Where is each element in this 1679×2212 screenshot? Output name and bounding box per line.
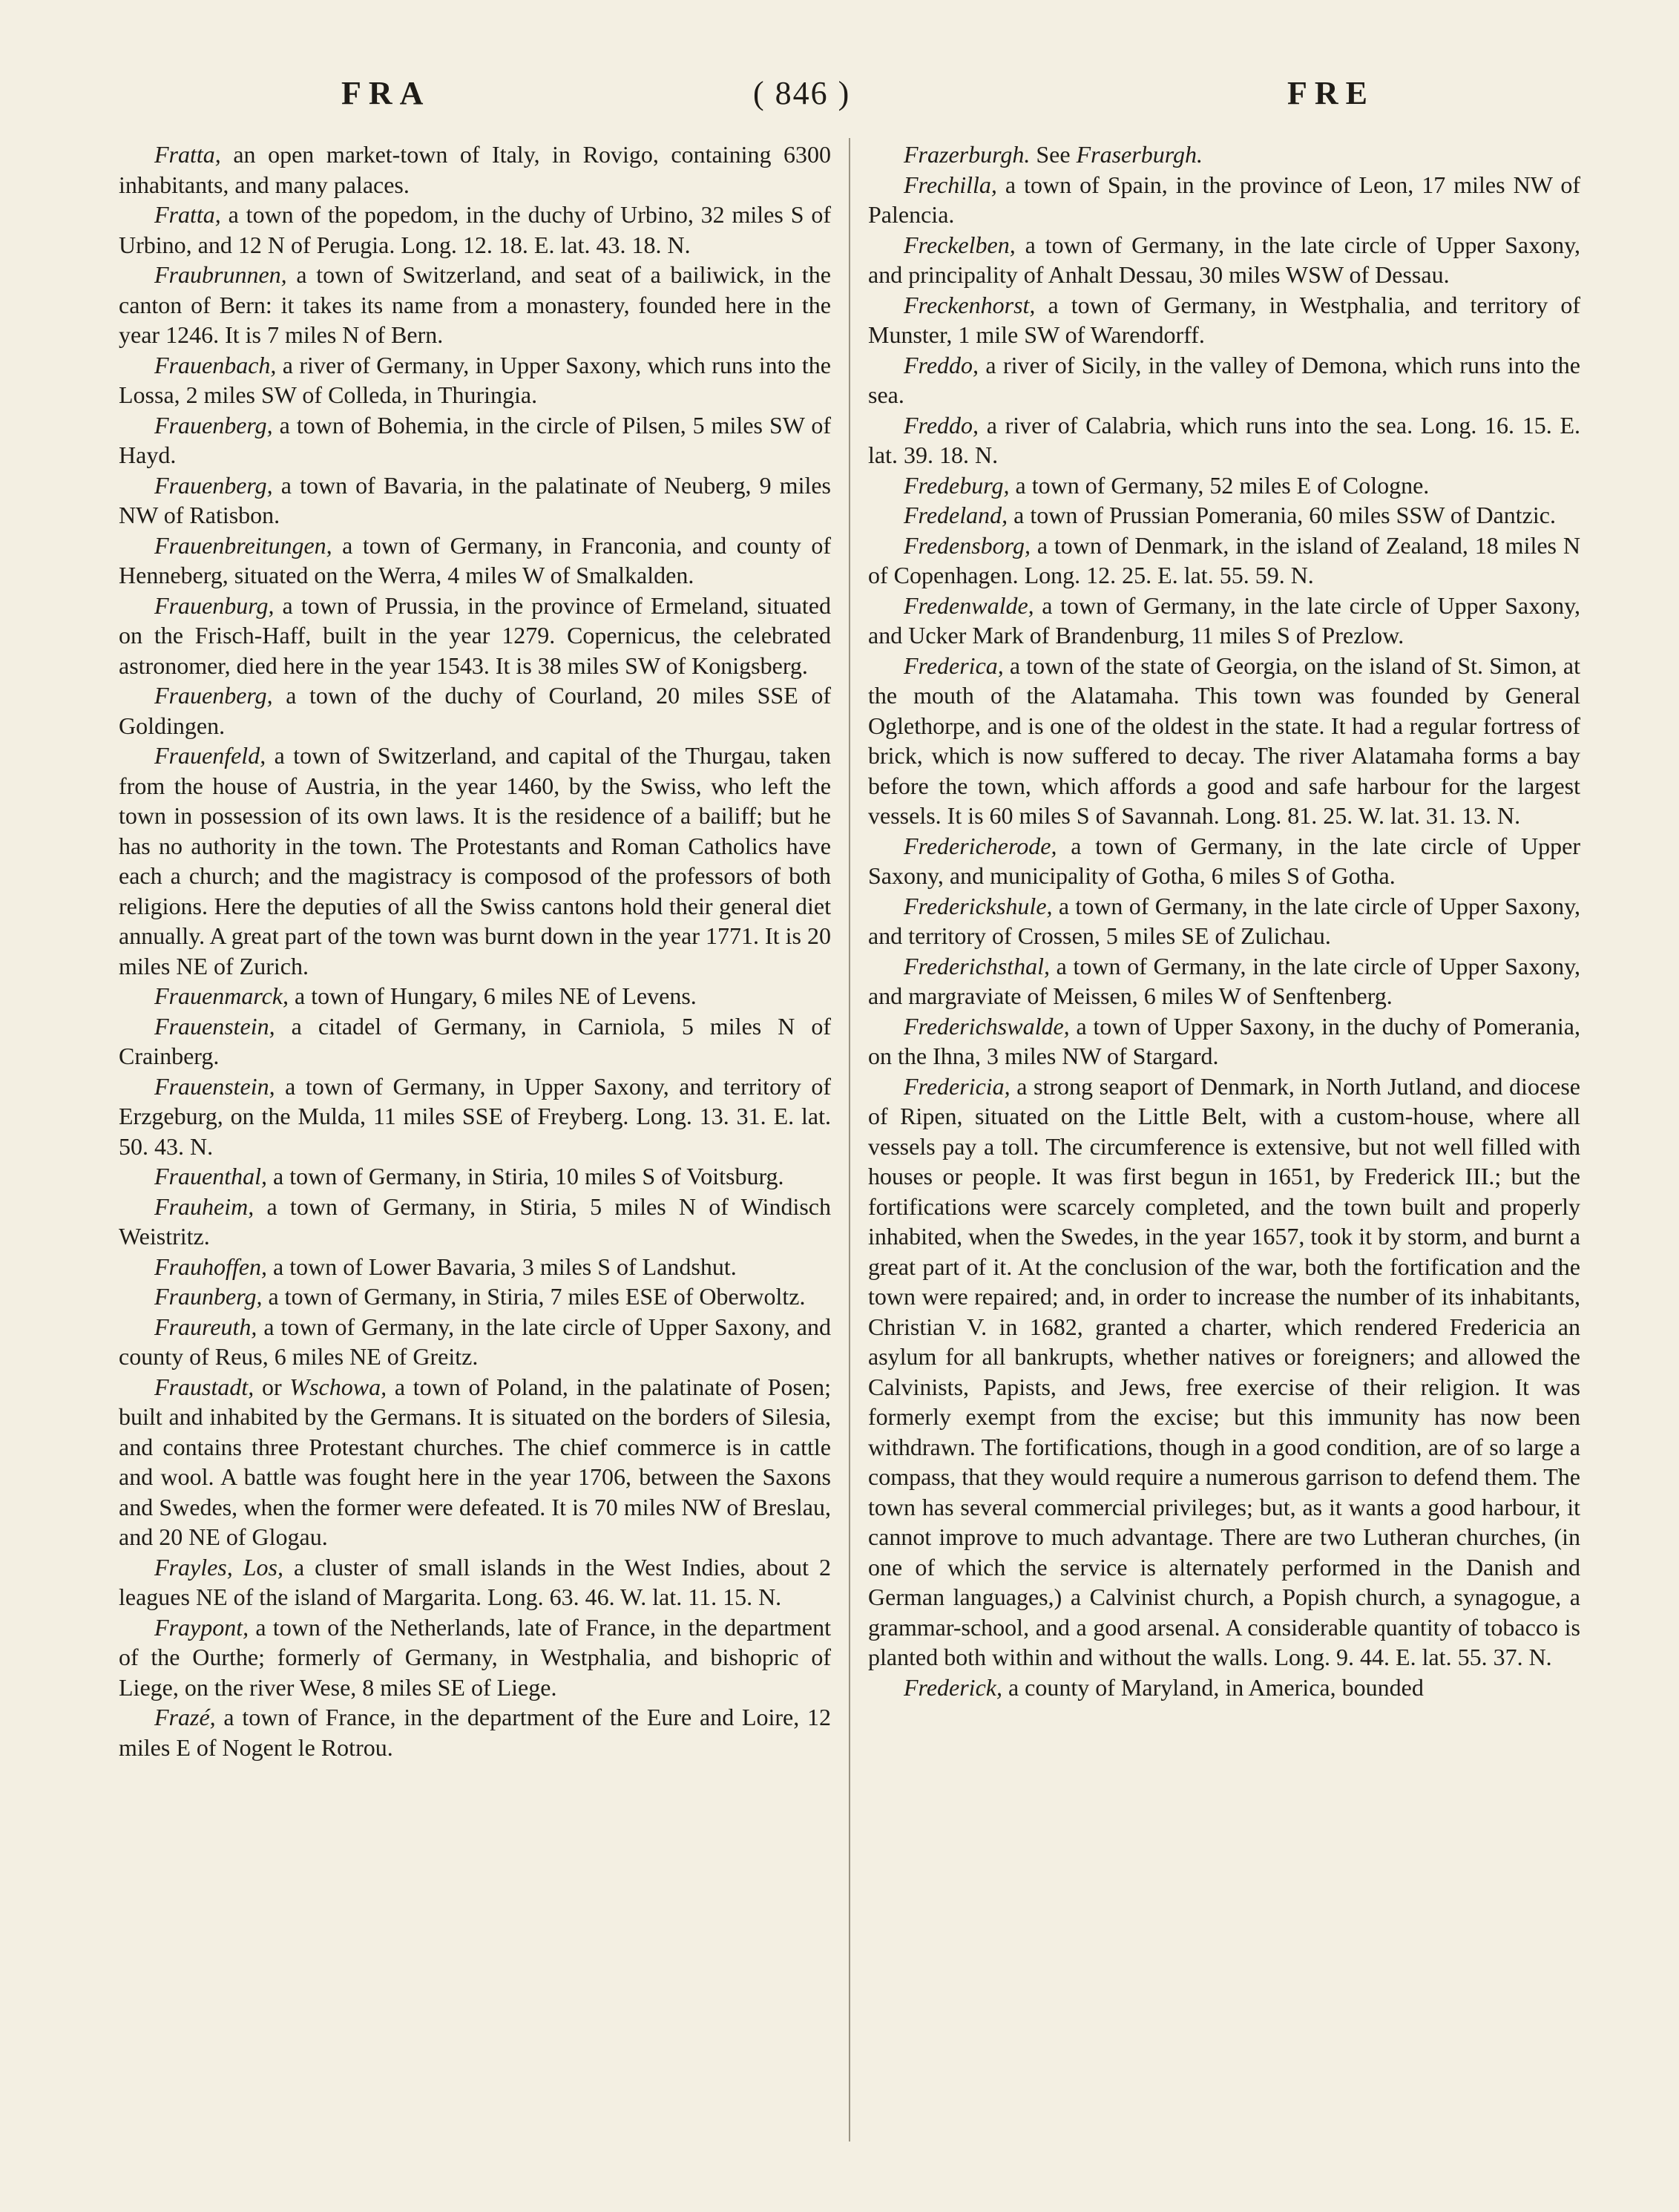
entry-headword: Frauhoffen, xyxy=(154,1253,267,1280)
entry xyxy=(119,531,831,591)
entry-headword: Frauenmarck, xyxy=(154,982,289,1009)
entry-text: a strong seaport of Denmark, in North Jutland, and diocese of Ripen, situated on the Little Belt, with a custom-house, where all vessels pay a toll. The circumference is extensive, but not well filled with houses or people. It was first begun in 1651, by Frederick III.; but the fortifications were scarcely completed, and the town built and properly inhabited, when the Swedes, in the year 1657, took it by storm, and burnt a great part of it. At the conclusion of the war, both the fortification and the town were repaired; and, in order to increase the number of its inhabitants, Christian V. in 1682, granted a charter, which rendered Fredericia an asylum for all bankrupts, whether natives or foreigners; and allowed the Calvinists, Papists, and Jews, free exercise of their religion. It was formerly exempt from the excise; but this immunity has now been withdrawn. The fortifications, though in a good condition, are of so large a compass, that they would require a numerous garrison to defend them. The town has several commercial privileges; but, as it wants a good harbour, it cannot improve to much advantage. There are two Lutheran churches, (in one of which the service is alternately performed in the Danish and German languages,) a Calvinist church, a Popish church, a synagogue, a grammar-school, and a good arsenal. A considerable quantity of tobacco is planted both within and without the walls. Long. 9. 44. E. lat. 55. 37. N. xyxy=(868,1072,1580,1670)
entry-text: a town of the duchy of Courland, 20 miles SSE of Goldingen. xyxy=(119,682,831,739)
entry-text: a river of Germany, in Upper Saxony, which runs into the Lossa, 2 miles SW of Colleda, in Thuringia. xyxy=(119,351,831,408)
entry-text: a town of Bavaria, in the palatinate of Neuberg, 9 miles NW of Ratisbon. xyxy=(119,471,831,528)
entry-headword: Fredenwalde, xyxy=(904,591,1034,619)
entry-text: an open market-town of Italy, in Rovigo, containing 6300 inhabitants, and many palaces. xyxy=(119,141,831,198)
entry xyxy=(868,500,1580,531)
entry-text: a town of Upper Saxony, in the duchy of Pomerania, on the Ihna, 3 miles NW of Stargard. xyxy=(868,1012,1580,1069)
entry-text: a town of Germany, in Stiria, 7 miles ESE of Oberwoltz. xyxy=(262,1283,806,1310)
entry xyxy=(868,140,1580,170)
header-right-guide-word: FRE xyxy=(1287,75,1375,111)
entry xyxy=(119,1552,831,1612)
entry xyxy=(119,350,831,410)
entry-text: a town of Lower Bavaria, 3 miles S of Landshut. xyxy=(266,1253,737,1280)
entry-connector: See xyxy=(1030,141,1077,168)
entry-text: a town of Spain, in the province of Leon, 17 miles NW of Palencia. xyxy=(868,171,1580,228)
entry-text: a cluster of small islands in the West Indies, about 2 leagues NE of the island of Margarita. Long. 63. 46. W. lat. 11. 15. N. xyxy=(119,1553,832,1610)
entry-headword: Frauenbreitungen, xyxy=(154,531,332,559)
entry-headword: Fratta, xyxy=(154,201,221,228)
entry xyxy=(119,1161,831,1192)
entry-text: a town of the state of Georgia, on the island of St. Simon, at the mouth of the Alatamaha. This town was founded by General Oglethorpe, and is one of the oldest in the state. It had a regular fortress of brick, which is now suffered to decay. The river Alatamaha forms a bay before the town, which affords a good and safe harbour for the largest vessels. It is 60 miles S of Savannah. Long. 81. 25. W. lat. 31. 13. N. xyxy=(868,652,1580,829)
entry xyxy=(868,230,1580,290)
entry-connector xyxy=(233,1554,243,1581)
left-column xyxy=(119,140,831,1762)
entry xyxy=(868,591,1580,651)
entry-text: a town of Germany, in the late circle of Upper Saxony, and municipality of Gotha, 6 miles S of Gotha. xyxy=(868,832,1580,889)
entry xyxy=(119,981,831,1011)
entry-text: a town of Prussia, in the province of Ermeland, situated on the Frisch-Haff, built in the year 1279. Copernicus, the celebrated astronomer, died here in the year 1543. It is 38 miles SW of Konigsberg. xyxy=(119,591,831,679)
entry xyxy=(119,1702,831,1762)
entry xyxy=(868,891,1580,951)
entry-headword: Frauenbach, xyxy=(154,351,277,378)
entry-headword: Fraubrunnen, xyxy=(154,261,287,288)
entry-alt-headword: Fraserburgh. xyxy=(1076,141,1203,168)
entry xyxy=(119,1252,831,1282)
entry-headword: Fredensborg, xyxy=(904,531,1031,559)
entry-text: a town of the popedom, in the duchy of Urbino, 32 miles S of Urbino, and 12 N of Perugia. Long. 12. 18. E. lat. 43. 18. N. xyxy=(119,201,831,258)
entry-text: a county of Maryland, in America, bounded xyxy=(1002,1673,1424,1701)
entry-text: a town of Bohemia, in the circle of Pilsen, 5 miles SW of Hayd. xyxy=(119,411,831,468)
entry-headword: Freddo, xyxy=(904,351,979,378)
entry xyxy=(119,1071,831,1162)
entry-headword: Frederick, xyxy=(904,1673,1002,1701)
entry-headword: Fratta, xyxy=(154,141,221,168)
entry-headword: Fredeburg, xyxy=(904,471,1010,499)
entry xyxy=(119,1281,831,1312)
entry-text: a town of Germany, in Stiria, 10 miles S of Voitsburg. xyxy=(266,1163,784,1189)
entry-text: a town of the Netherlands, late of France, in the department of the Ourthe; formerly of Germany, in Westphalia, and bishopric of Liege, on the river Wese, 8 miles SE of Liege. xyxy=(119,1613,831,1701)
entry-text: a river of Calabria, which runs into the sea. Long. 16. 15. E. lat. 39. 18. N. xyxy=(868,411,1580,468)
entry-text: a town of Hungary, 6 miles NE of Levens. xyxy=(288,982,697,1009)
entry-text: a town of France, in the department of the Eure and Loire, 12 miles E of Nogent le Rotrou. xyxy=(119,1704,831,1761)
entry-headword: Frayles, xyxy=(154,1553,233,1581)
entry-text: a town of Switzerland, and capital of the Thurgau, taken from the house of Austria, in the year 1460, by the Swiss, who left the town in possession of its own laws. It is the residence of a bailiff; but he has no authority in the town. The Protestants and Roman Catholics have each a church; and the magistracy is composod of the professors of both religions. Here the deputies of all the Swiss cantons hold their general diet annually. A great part of the town was burnt down in the year 1771. It is 20 miles NE of Zurich. xyxy=(119,742,831,979)
entry-text: a town of Germany, in the late circle of Upper Saxony, and county of Reus, 6 miles NE of Greitz. xyxy=(119,1313,831,1370)
entry-headword: Frauenburg, xyxy=(154,591,275,619)
entry-headword: Frazerburgh. xyxy=(904,141,1031,168)
entry xyxy=(119,1011,831,1071)
entry xyxy=(119,741,831,981)
entry-headword: Freckenhorst, xyxy=(904,291,1036,318)
entry xyxy=(868,1011,1580,1071)
entry-headword: Fraustadt, xyxy=(154,1373,254,1400)
entry-headword: Frauenberg, xyxy=(154,682,273,709)
entry-text: a town of Germany, in Upper Saxony, and territory of Erzgeburg, on the Mulda, 11 miles SSE of Freyberg. Long. 13. 31. E. lat. 50. 43. N. xyxy=(119,1072,831,1160)
entry-headword: Frechilla, xyxy=(904,171,997,198)
entry xyxy=(119,1612,831,1703)
entry-headword: Frauenberg, xyxy=(154,471,273,499)
entry xyxy=(119,140,831,200)
entry-headword: Frederickshule, xyxy=(904,892,1053,919)
entry-headword: Frauenberg, xyxy=(154,411,273,439)
entry-text: a town of Prussian Pomerania, 60 miles SSW of Dantzic. xyxy=(1008,502,1556,528)
entry xyxy=(119,1372,831,1552)
entry-headword: Fraypont, xyxy=(154,1613,249,1641)
entry-headword: Fredeland, xyxy=(904,502,1008,528)
entry-text: a town of Germany, in Franconia, and county of Henneberg, situated on the Werra, 4 miles W of Smalkalden. xyxy=(119,531,831,588)
entry-text: a town of Switzerland, and seat of a bailiwick, in the canton of Bern: it takes its name from a monastery, founded here in the year 1246. It is 7 miles N of Bern. xyxy=(119,261,831,348)
entry-text: a town of Germany, in the late circle of Upper Saxony, and Ucker Mark of Brandenburg, 11 miles S of Prezlow. xyxy=(868,591,1580,649)
entry xyxy=(119,680,831,741)
entry xyxy=(119,260,831,350)
column-divider xyxy=(849,138,850,2142)
entry xyxy=(119,470,831,531)
entry-headword: Fraunberg, xyxy=(154,1283,263,1310)
entry xyxy=(868,1673,1580,1703)
entry xyxy=(119,591,831,681)
entry-alt-headword: Los, xyxy=(243,1553,283,1581)
entry-text: a town of Poland, in the palatinate of Posen; built and inhabited by the Germans. It is situated on the borders of Silesia, and contains three Protestant churches. The chief commerce is in cattle and wool. A battle was fought here in the year 1706, between the Saxons and Swedes, when the former were defeated. It is 70 miles NW of Breslau, and 20 NE of Glogau. xyxy=(119,1373,832,1550)
entry-text: a town of Germany, 52 miles E of Cologne. xyxy=(1009,471,1430,499)
entry-connector: or xyxy=(254,1373,290,1400)
entry xyxy=(868,531,1580,591)
entry-headword: Frauenthal, xyxy=(154,1163,267,1189)
entry-headword: Fredericherode, xyxy=(904,832,1057,859)
entry-text: a town of Germany, in Stiria, 5 miles N of Windisch Weistritz. xyxy=(119,1192,831,1250)
entry-headword: Frederica, xyxy=(904,652,1004,679)
entry xyxy=(868,1071,1580,1673)
entry xyxy=(868,350,1580,410)
entry-text: a town of Germany, in the late circle of Upper Saxony, and margraviate of Meissen, 6 miles W of Senftenberg. xyxy=(868,952,1580,1009)
entry xyxy=(868,831,1580,891)
entry xyxy=(868,410,1580,470)
page-number: ( 846 ) xyxy=(753,75,851,111)
entry-headword: Fraureuth, xyxy=(154,1313,257,1340)
header-left-guide-word: FRA xyxy=(341,75,431,111)
entry xyxy=(868,951,1580,1011)
entry-headword: Frederichsthal, xyxy=(904,952,1050,979)
entry xyxy=(868,290,1580,350)
entry-text: a town of Germany, in Westphalia, and territory of Munster, 1 mile SW of Warendorff. xyxy=(868,291,1580,348)
entry xyxy=(119,410,831,470)
entry xyxy=(119,1192,831,1252)
entry-headword: Frauenfeld, xyxy=(154,742,266,769)
entry-headword: Frauenstein, xyxy=(154,1072,275,1100)
entry xyxy=(119,1312,831,1372)
entry xyxy=(868,170,1580,230)
entry-headword: Frederichswalde, xyxy=(904,1012,1070,1040)
entry-text: a town of Germany, in the late circle of Upper Saxony, and principality of Anhalt Dessau, 30 miles WSW of Dessau. xyxy=(868,231,1580,288)
entry-headword: Frazé, xyxy=(154,1704,216,1730)
entry-headword: Frauenstein, xyxy=(154,1012,275,1040)
entry-headword: Freddo, xyxy=(904,411,979,439)
entry xyxy=(119,200,831,260)
entry-headword: Freckelben, xyxy=(904,231,1016,258)
entry xyxy=(868,651,1580,831)
running-header xyxy=(119,65,1576,117)
entry-headword: Fredericia, xyxy=(904,1072,1011,1100)
entry-alt-headword: Wschowa, xyxy=(289,1373,387,1400)
entry-headword: Frauheim, xyxy=(154,1192,254,1220)
entry-text: a river of Sicily, in the valley of Demona, which runs into the sea. xyxy=(868,351,1580,408)
entry-text: a town of Germany, in the late circle of Upper Saxony, and territory of Crossen, 5 miles SE of Zulichau. xyxy=(868,892,1580,949)
entry-text: a town of Denmark, in the island of Zealand, 18 miles N of Copenhagen. Long. 12. 25. E. lat. 55. 59. N. xyxy=(868,531,1580,588)
entry-text: a citadel of Germany, in Carniola, 5 miles N of Crainberg. xyxy=(119,1012,831,1069)
right-column xyxy=(868,140,1580,1702)
entry xyxy=(868,470,1580,501)
